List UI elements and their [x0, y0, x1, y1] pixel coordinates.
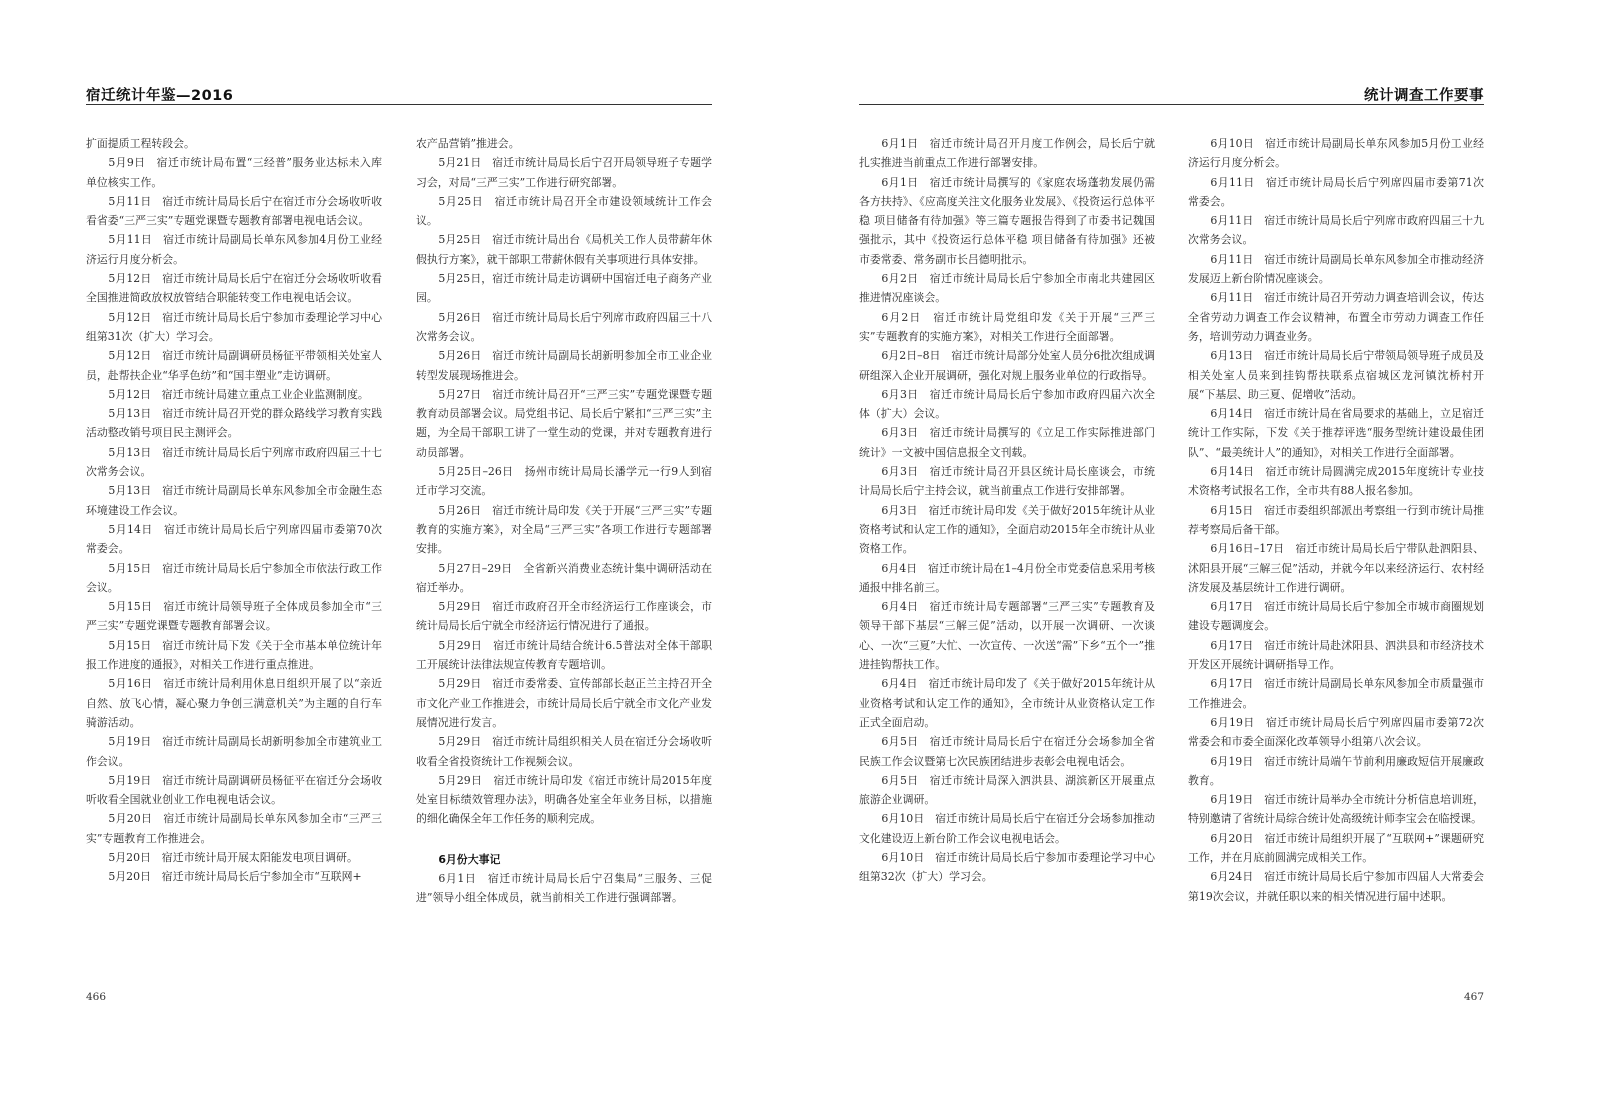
- event-entry: 6月11日 宿迁市统计局召开劳动力调查培训会议，传达全省劳动力调查工作会议精神，布置全市劳动力调查工作任务，培训劳动力调查业务。: [1188, 291, 1484, 343]
- event-entry: 6月1日 宿迁市统计局撰写的《家庭农场蓬勃发展仍需各方扶持》、《应高度关注文化服务业发展》、《投资运行总体平稳 项目储备有待加强》等三篇专题报告得到了市委书记魏国强批示，其中《投资运行总体平稳 项目储备有待加强》还被市委常委、常务副市长吕德明批示。: [859, 175, 1155, 266]
- event-entry: 6月4日 宿迁市统计局印发了《关于做好2015年统计从业资格考试和认定工作的通知》，全市统计从业资格认定工作正式全面启动。: [859, 677, 1155, 729]
- event-entry: 扩面提质工程转段会。: [86, 137, 195, 150]
- right-header-title: 统计调查工作要事: [1364, 88, 1484, 104]
- right-column-1: [859, 134, 1155, 887]
- event-entry: 6月14日 宿迁市统计局圆满完成2015年度统计专业技术资格考试报名工作，全市共有88人报名参加。: [1188, 465, 1484, 498]
- event-entry: 5月12日 宿迁市统计局副调研员杨征平带领相关处室人员，赴帮扶企业“华孚色纺”和“国丰塑业”走访调研。: [86, 349, 382, 382]
- event-entry: 5月27日 宿迁市统计局召开“三严三实”专题党课暨专题教育动员部署会议。局党组书记、局长后宁紧扣“三严三实”主题，为全局干部职工讲了一堂生动的党课，并对专题教育进行动员部署。: [416, 387, 712, 459]
- right-header-rule: [859, 104, 1484, 105]
- event-entry: 6月11日 宿迁市统计局局长后宁列席市政府四届三十九次常务会议。: [1188, 214, 1484, 247]
- event-entry: 6月19日 宿迁市统计局端午节前利用廉政短信开展廉政教育。: [1188, 754, 1484, 787]
- event-entry: 6月24日 宿迁市统计局局长后宁参加市四届人大常委会第19次会议，并就任职以来的相关情况进行届中述职。: [1188, 870, 1484, 903]
- event-entry: 5月15日 宿迁市统计局领导班子全体成员参加全市“三严三实”专题党课暨专题教育部署会议。: [86, 600, 382, 633]
- event-entry: 6月4日 宿迁市统计局在1–4月份全市党委信息采用考核通报中排名前三。: [859, 561, 1155, 594]
- event-entry: 5月19日 宿迁市统计局副局长胡新明参加全市建筑业工作会议。: [86, 735, 382, 768]
- event-entry: 6月17日 宿迁市统计局副局长单东风参加全市质量强市工作推进会。: [1188, 677, 1484, 710]
- event-entry: 6月17日 宿迁市统计局赴沭阳县、泗洪县和市经济技术开发区开展统计调研指导工作。: [1188, 638, 1484, 672]
- event-entry: 5月16日 宿迁市统计局利用休息日组织开展了以“亲近自然、放飞心情，凝心聚力争创三满意机关”为主题的自行车骑游活动。: [86, 677, 382, 729]
- event-entry: 6月15日 宿迁市委组织部派出考察组一行到市统计局推荐考察局后备干部。: [1188, 503, 1484, 536]
- event-entry: 6月2日 宿迁市统计局党组印发《关于开展“三严三实”专题教育的实施方案》，对相关工作进行全面部署。: [859, 310, 1155, 343]
- event-entry: 5月15日 宿迁市统计局局长后宁参加全市依法行政工作会议。: [86, 561, 382, 594]
- event-entry: 6月2日–8日 宿迁市统计局部分处室人员分6批次组成调研组深入企业开展调研，强化对规上服务业单位的行政指导。: [859, 349, 1155, 382]
- event-entry: 5月13日 宿迁市统计局召开党的群众路线学习教育实践活动整改销号项目民主测评会。: [86, 407, 382, 440]
- event-entry: 6月5日 宿迁市统计局局长后宁在宿迁分会场参加全省民族工作会议暨第七次民族团结进步表彰会电视电话会。: [859, 735, 1155, 768]
- event-entry: 5月26日 宿迁市统计局副局长胡新明参加全市工业企业转型发展现场推进会。: [416, 349, 712, 382]
- left-header-title: 宿迁统计年鉴—2016: [86, 88, 234, 104]
- event-entry: 6月13日 宿迁市统计局局长后宁带领局领导班子成员及相关处室人员来到挂钩帮扶联系点宿城区龙河镇沈桥村开展“下基层、助三夏、促增收”活动。: [1188, 349, 1484, 401]
- event-entry: 6月10日 宿迁市统计局副局长单东风参加5月份工业经济运行月度分析会。: [1188, 137, 1484, 170]
- event-entry: 6月1日 宿迁市统计局局长后宁召集局“三服务、三促进”领导小组全体成员，就当前相关工作进行强调部署。: [416, 871, 712, 905]
- left-column-1: [86, 134, 382, 887]
- event-entry: 5月12日 宿迁市统计局局长后宁参加市委理论学习中心组第31次（扩大）学习会。: [86, 310, 382, 343]
- event-entry: 6月19日 宿迁市统计局举办全市统计分析信息培训班，特别邀请了省统计局综合统计处高级统计师李宝会在临授课。: [1188, 793, 1484, 826]
- event-entry: 6月4日 宿迁市统计局专题部署“三严三实”专题教育及领导干部下基层“三解三促”活动，以开展一次调研、一次谈心、一次“三夏”大忙、一次宣传、一次送“需”下乡“五个一”推进挂钩帮扶工作。: [859, 600, 1155, 672]
- event-entry: 5月15日 宿迁市统计局下发《关于全市基本单位统计年报工作进度的通报》，对相关工作进行重点推进。: [86, 638, 382, 672]
- event-entry: 5月20日 宿迁市统计局副局长单东风参加全市“三严三实”专题教育工作推进会。: [86, 812, 382, 845]
- event-entry: 6月16日–17日 宿迁市统计局局长后宁带队赴泗阳县、沭阳县开展“三解三促”活动，并就今年以来经济运行、农村经济发展及基层统计工作进行调研。: [1188, 542, 1484, 594]
- event-entry: 6月2日 宿迁市统计局局长后宁参加全市南北共建园区推进情况座谈会。: [859, 272, 1155, 305]
- event-entry: 6月3日 宿迁市统计局召开县区统计局长座谈会，市统计局局长后宁主持会议，就当前重点工作进行安排部署。: [859, 465, 1155, 498]
- event-entry: 6月20日 宿迁市统计局组织开展了“互联网+”课题研究工作，并在月底前圆满完成相关工作。: [1188, 831, 1484, 864]
- event-entry: 6月17日 宿迁市统计局局长后宁参加全市城市商圈规划建设专题调度会。: [1188, 600, 1484, 633]
- left-page-number: 466: [86, 991, 107, 1003]
- event-entry: 5月11日 宿迁市统计局副局长单东风参加4月份工业经济运行月度分析会。: [86, 233, 382, 266]
- event-entry: 5月26日 宿迁市统计局局长后宁列席市政府四届三十八次常务会议。: [416, 310, 712, 343]
- left-header-rule: [86, 104, 712, 105]
- event-entry: 6月11日 宿迁市统计局副局长单东风参加全市推动经济发展迈上新台阶情况座谈会。: [1188, 252, 1484, 286]
- event-entry: 6月3日 宿迁市统计局撰写的《立足工作实际推进部门统计》一文被中国信息报全文刊载。: [859, 426, 1155, 459]
- event-entry: 5月14日 宿迁市统计局局长后宁列席四届市委第70次常委会。: [86, 522, 382, 556]
- event-entry: 5月29日 宿迁市政府召开全市经济运行工作座谈会，市统计局局长后宁就全市经济运行情况进行了通报。: [416, 600, 712, 633]
- event-entry: 5月12日 宿迁市统计局局长后宁在宿迁分会场收听收看全国推进简政放权放管结合职能转变工作电视电话会议。: [86, 272, 382, 305]
- event-entry: 5月25日–26日 扬州市统计局局长潘学元一行9人到宿迁市学习交流。: [416, 465, 712, 498]
- left-column-2: [416, 134, 712, 908]
- event-entry: 5月19日 宿迁市统计局副调研员杨征平在宿迁分会场收听收看全国就业创业工作电视电话会议。: [86, 773, 382, 807]
- event-entry: 5月27日–29日 全省新兴消费业态统计集中调研活动在宿迁举办。: [416, 561, 712, 594]
- event-entry: 5月25日，宿迁市统计局走访调研中国宿迁电子商务产业园。: [416, 272, 712, 305]
- event-entry: 5月29日 宿迁市统计局印发《宿迁市统计局2015年度处室目标绩效管理办法》，明确各处室全年业务目标，以措施的细化确保全年工作任务的顺利完成。: [416, 773, 712, 826]
- event-entry: 6月5日 宿迁市统计局深入泗洪县、湖滨新区开展重点旅游企业调研。: [859, 773, 1155, 807]
- section-heading-june: 6月份大事记: [438, 852, 501, 866]
- event-entry: 5月13日 宿迁市统计局副局长单东风参加全市金融生态环境建设工作会议。: [86, 484, 382, 517]
- event-entry: 5月21日 宿迁市统计局局长后宁召开局领导班子专题学习会，对局“三严三实”工作进行研究部署。: [416, 156, 712, 189]
- event-entry: 6月3日 宿迁市统计局局长后宁参加市政府四届六次全体（扩大）会议。: [859, 387, 1155, 421]
- event-entry: 5月11日 宿迁市统计局局长后宁在宿迁市分会场收听收看省委“三严三实”专题党课暨专题教育部署电视电话会议。: [86, 194, 382, 228]
- event-entry: 5月20日 宿迁市统计局局长后宁参加全市“互联网+: [108, 870, 362, 884]
- column-2-entries: [416, 134, 712, 829]
- event-entry: 5月13日 宿迁市统计局局长后宁列席市政府四届三十七次常务会议。: [86, 445, 382, 479]
- event-entry: 5月29日 宿迁市委常委、宣传部部长赵正兰主持召开全市文化产业工作推进会，市统计局局长后宁就全市文化产业发展情况进行发言。: [416, 677, 712, 729]
- event-entry: 5月9日 宿迁市统计局布置“三经普”服务业达标未入库单位核实工作。: [86, 156, 382, 189]
- event-entry: 6月10日 宿迁市统计局局长后宁参加市委理论学习中心组第32次（扩大）学习会。: [859, 850, 1155, 884]
- event-entry: 农产品营销”推进会。: [416, 137, 520, 150]
- event-entry: 6月11日 宿迁市统计局局长后宁列席四届市委第71次常委会。: [1188, 175, 1484, 208]
- event-entry: 5月12日 宿迁市统计局建立重点工业企业监测制度。: [108, 387, 369, 401]
- event-entry: 6月14日 宿迁市统计局在省局要求的基础上，立足宿迁统计工作实际，下发《关于推荐评选“服务型统计建设最佳团队”、“最美统计人”的通知》，对相关工作进行全面部署。: [1188, 407, 1484, 459]
- event-entry: 6月1日 宿迁市统计局召开月度工作例会，局长后宁就扎实推进当前重点工作进行部署安排。: [859, 137, 1155, 170]
- event-entry: 5月20日 宿迁市统计局开展太阳能发电项目调研。: [108, 850, 358, 864]
- event-entry: 5月29日 宿迁市统计局组织相关人员在宿迁分会场收听收看全省投资统计工作视频会议。: [416, 735, 712, 768]
- column-2-june-entries: [416, 869, 712, 908]
- event-entry: 5月25日 宿迁市统计局召开全市建设领域统计工作会议。: [416, 194, 712, 228]
- event-entry: 5月26日 宿迁市统计局印发《关于开展“三严三实”专题教育的实施方案》，对全局“三严三实”各项工作进行专题部署安排。: [416, 503, 712, 556]
- event-entry: 6月19日 宿迁市统计局局长后宁列席四届市委第72次常委会和市委全面深化改革领导小组第八次会议。: [1188, 715, 1484, 749]
- right-page-number: 467: [1463, 991, 1484, 1003]
- event-entry: 6月3日 宿迁市统计局印发《关于做好2015年统计从业资格考试和认定工作的通知》，全面启动2015年全市统计从业资格工作。: [859, 503, 1155, 556]
- event-entry: 5月29日 宿迁市统计局结合统计6.5普法对全体干部职工开展统计法律法规宣传教育专题培训。: [416, 638, 712, 672]
- event-entry: 5月25日 宿迁市统计局出台《局机关工作人员带薪年休假执行方案》，就干部职工带薪休假有关事项进行具体安排。: [416, 233, 712, 266]
- right-column-2: [1188, 134, 1484, 906]
- event-entry: 6月10日 宿迁市统计局局长后宁在宿迁分会场参加推动文化建设迈上新台阶工作会议电视电话会。: [859, 812, 1155, 845]
